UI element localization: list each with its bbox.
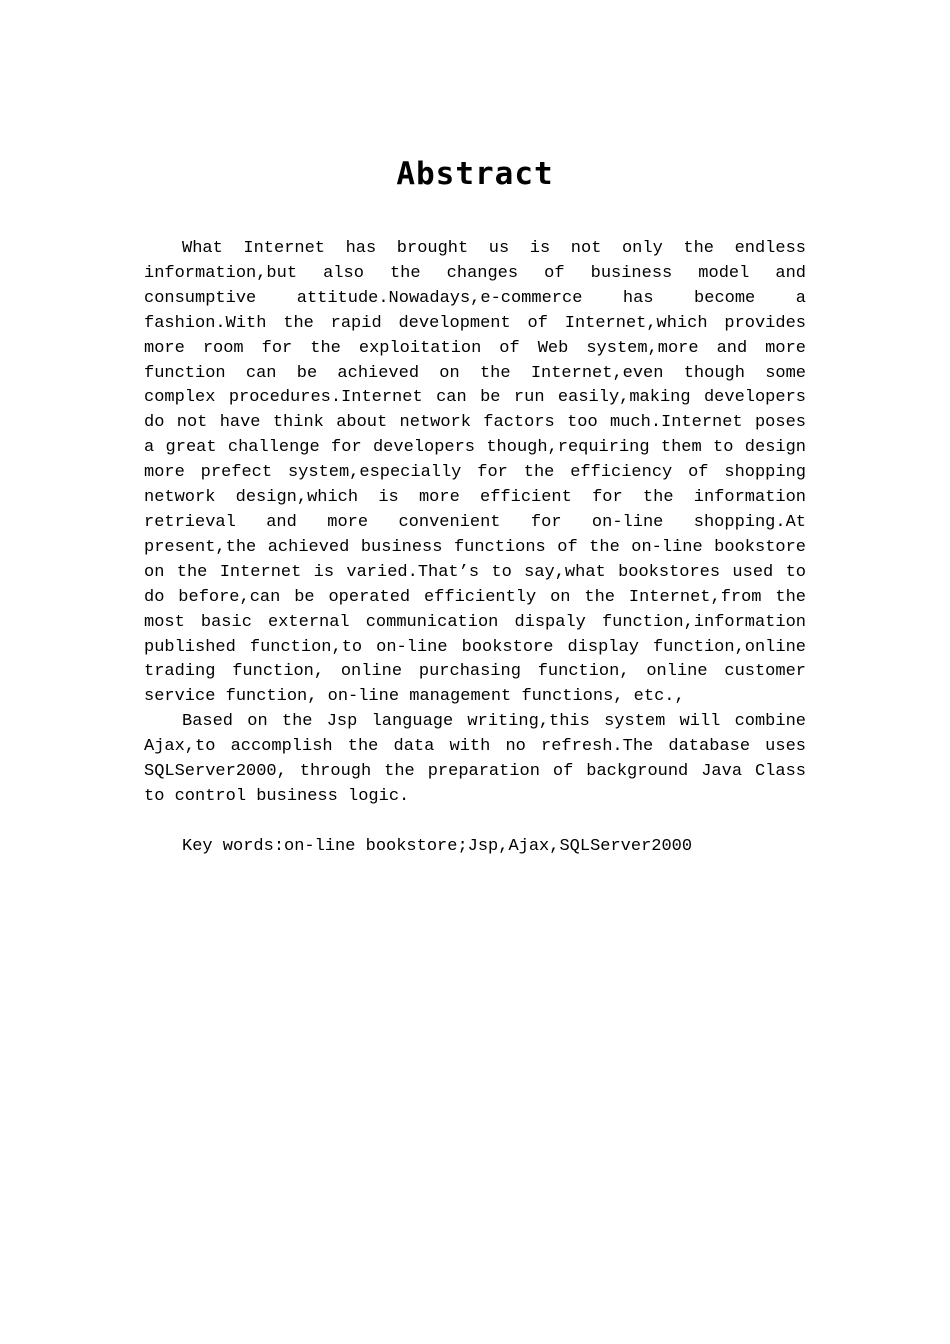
page-title: Abstract [396,156,554,192]
keywords-line: Key words:on-line bookstore;Jsp,Ajax,SQLServer2000 [182,836,693,856]
abstract-paragraph-2: Based on the Jsp language writing,this system will combine Ajax,to accomplish the data with no refresh.The database uses SQLServer2000, through the preparation of background Java Class to control business logic. [144,712,806,806]
abstract-body [144,237,806,860]
abstract-paragraph-1: What Internet has brought us is not only the endless information,but also the changes of business model and consumptive attitude.Nowadays,e-commerce has become a fashion.With the rapid development of Internet,which provides more room for the exploitation of Web system,more and more function can be achieved on the Internet,even though some complex procedures.Internet can be run easily,making developers do not have think about network factors too much.Internet poses a great challenge for developers though,requiring them to design more prefect system,especially for the efficiency of shopping network design,which is more efficient for the information retrieval and more convenient for on-line shopping.At present,the achieved business functions of the on-line bookstore on the Internet is varied.That’s to say,what bookstores used to do before,can be operated efficiently on the Internet,from the most basic external communication dispaly function,information published function,to on-line bookstore display function,online trading function, online purchasing function, online customer service function, on-line management functions, etc., [144,239,806,707]
